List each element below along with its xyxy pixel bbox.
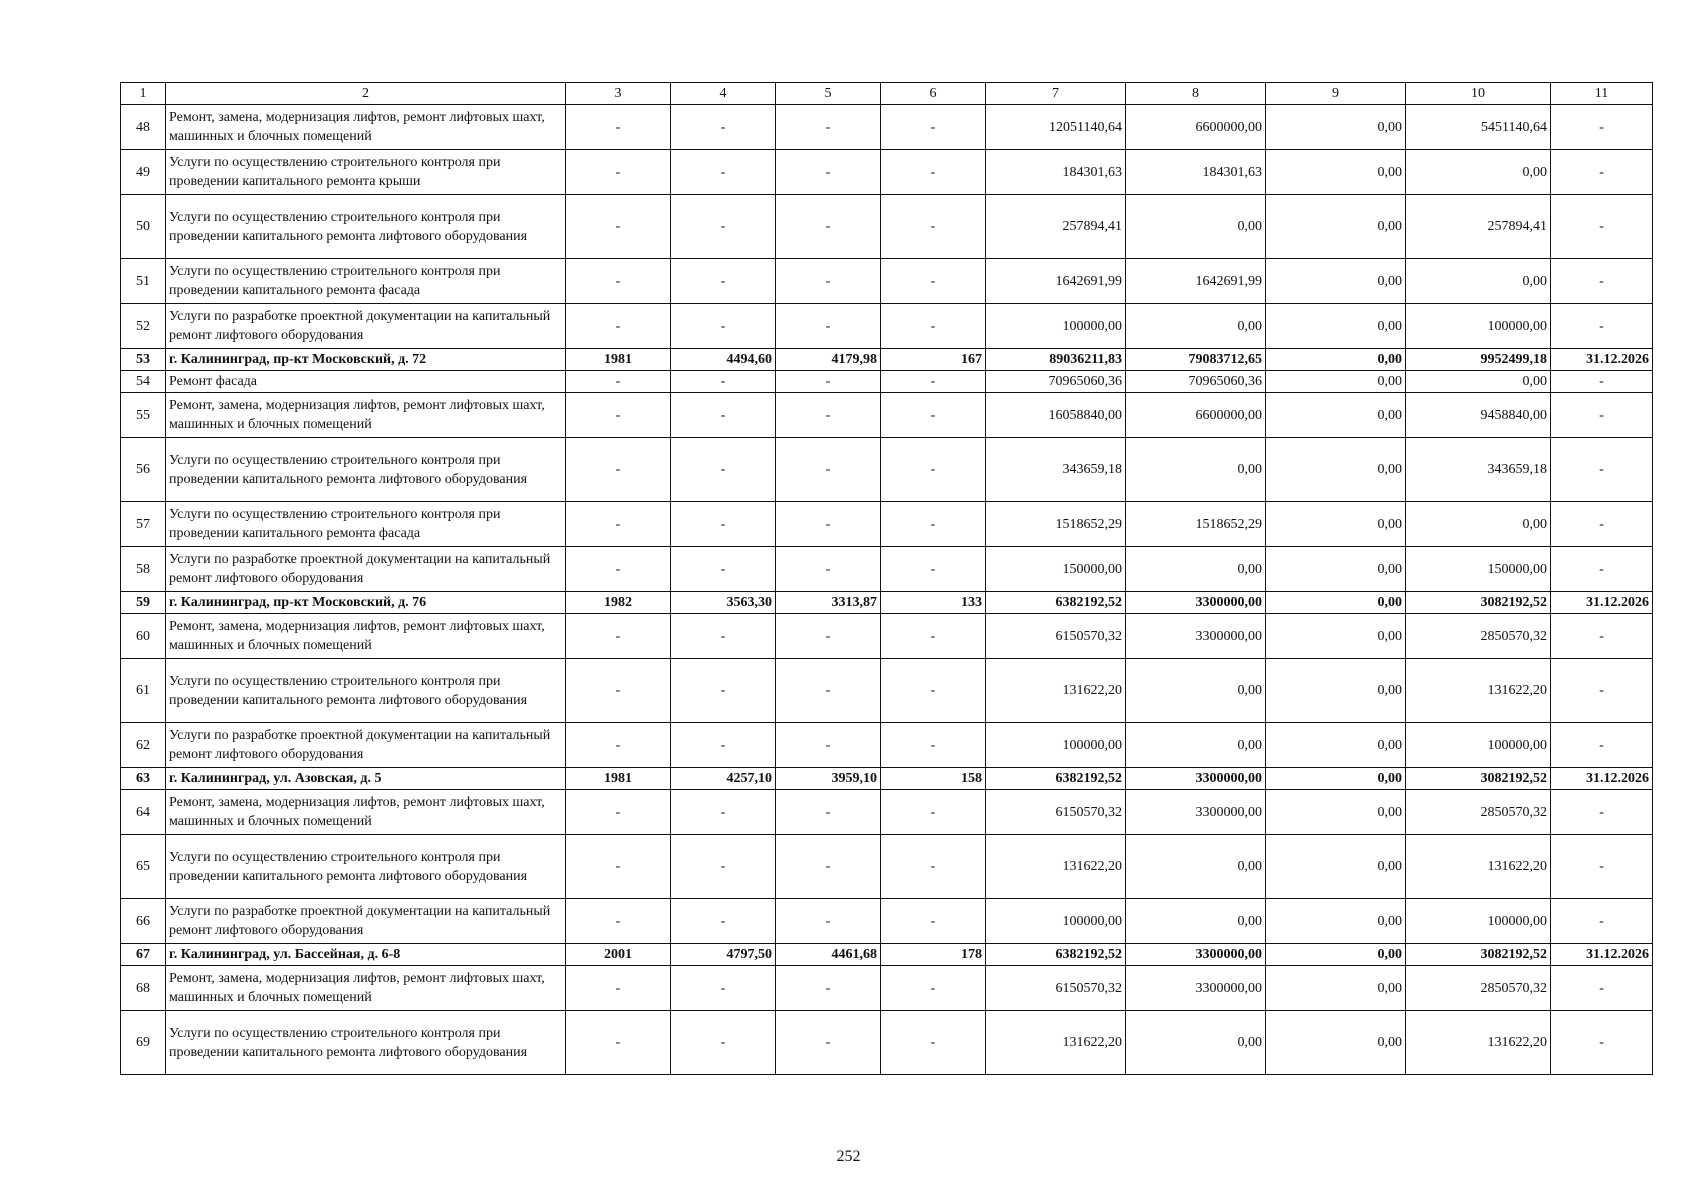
- table-row: [121, 259, 1653, 304]
- col8-cell: 0,00: [1126, 438, 1266, 502]
- col7-cell: 131622,20: [986, 1011, 1126, 1075]
- description-cell: Ремонт фасада: [166, 371, 566, 393]
- page-number: 252: [836, 1148, 861, 1165]
- col7-cell: 6150570,32: [986, 790, 1126, 835]
- col10-cell: 0,00: [1406, 150, 1551, 195]
- col6-cell: -: [881, 614, 986, 659]
- col4-cell: -: [671, 723, 776, 768]
- col5-cell: 4179,98: [776, 349, 881, 371]
- description-cell: Ремонт, замена, модернизация лифтов, ремонт лифтовых шахт, машинных и блочных помещений: [166, 614, 566, 659]
- col7-cell: 70965060,36: [986, 371, 1126, 393]
- col10-cell: 0,00: [1406, 502, 1551, 547]
- col9-cell: 0,00: [1266, 195, 1406, 259]
- col8-cell: 0,00: [1126, 304, 1266, 349]
- col6-cell: -: [881, 835, 986, 899]
- table-row: [121, 547, 1653, 592]
- col10-cell: 9458840,00: [1406, 393, 1551, 438]
- col9-cell: 0,00: [1266, 659, 1406, 723]
- row-number-cell: 58: [121, 547, 166, 592]
- col6-cell: -: [881, 1011, 986, 1075]
- description-cell: Ремонт, замена, модернизация лифтов, ремонт лифтовых шахт, машинных и блочных помещений: [166, 790, 566, 835]
- description-cell: Услуги по разработке проектной документации на капитальный ремонт лифтового оборудования: [166, 547, 566, 592]
- col6-cell: -: [881, 966, 986, 1011]
- row-number-cell: 63: [121, 768, 166, 790]
- col9-cell: 0,00: [1266, 1011, 1406, 1075]
- col10-cell: 100000,00: [1406, 899, 1551, 944]
- col5-cell: -: [776, 835, 881, 899]
- row-number-cell: 68: [121, 966, 166, 1011]
- col7-cell: 6150570,32: [986, 966, 1126, 1011]
- col4-cell: -: [671, 659, 776, 723]
- col10-cell: 131622,20: [1406, 835, 1551, 899]
- col9-cell: 0,00: [1266, 614, 1406, 659]
- col9-cell: 0,00: [1266, 393, 1406, 438]
- col3-cell: -: [566, 723, 671, 768]
- col6-cell: 133: [881, 592, 986, 614]
- column-header: 3: [566, 83, 671, 105]
- address-row: [121, 592, 1653, 614]
- col9-cell: 0,00: [1266, 768, 1406, 790]
- col10-cell: 2850570,32: [1406, 966, 1551, 1011]
- description-cell: Услуги по осуществлению строительного контроля при проведении капитального ремонта фасада: [166, 502, 566, 547]
- col10-cell: 343659,18: [1406, 438, 1551, 502]
- col6-cell: -: [881, 659, 986, 723]
- row-number-cell: 60: [121, 614, 166, 659]
- row-number-cell: 50: [121, 195, 166, 259]
- col11-cell: -: [1551, 150, 1653, 195]
- row-number-cell: 56: [121, 438, 166, 502]
- col8-cell: 3300000,00: [1126, 614, 1266, 659]
- col11-cell: -: [1551, 835, 1653, 899]
- col8-cell: 3300000,00: [1126, 944, 1266, 966]
- col8-cell: 0,00: [1126, 1011, 1266, 1075]
- table-row: [121, 659, 1653, 723]
- table-body: [121, 83, 1653, 1075]
- col3-cell: -: [566, 966, 671, 1011]
- col5-cell: -: [776, 547, 881, 592]
- col4-cell: 4797,50: [671, 944, 776, 966]
- col3-cell: -: [566, 304, 671, 349]
- col4-cell: -: [671, 614, 776, 659]
- col11-cell: 31.12.2026: [1551, 349, 1653, 371]
- col4-cell: -: [671, 150, 776, 195]
- col6-cell: 178: [881, 944, 986, 966]
- col5-cell: 3959,10: [776, 768, 881, 790]
- row-number-cell: 67: [121, 944, 166, 966]
- col11-cell: -: [1551, 259, 1653, 304]
- col4-cell: 3563,30: [671, 592, 776, 614]
- col8-cell: 70965060,36: [1126, 371, 1266, 393]
- col7-cell: 100000,00: [986, 899, 1126, 944]
- col10-cell: 0,00: [1406, 371, 1551, 393]
- row-number-cell: 65: [121, 835, 166, 899]
- col5-cell: -: [776, 195, 881, 259]
- description-cell: Услуги по осуществлению строительного контроля при проведении капитального ремонта лифтового оборудования: [166, 195, 566, 259]
- col7-cell: 343659,18: [986, 438, 1126, 502]
- col9-cell: 0,00: [1266, 592, 1406, 614]
- col4-cell: 4494,60: [671, 349, 776, 371]
- col10-cell: 3082192,52: [1406, 768, 1551, 790]
- col3-cell: 1981: [566, 349, 671, 371]
- col9-cell: 0,00: [1266, 105, 1406, 150]
- col3-cell: -: [566, 371, 671, 393]
- description-cell: Услуги по осуществлению строительного контроля при проведении капитального ремонта крыши: [166, 150, 566, 195]
- col11-cell: -: [1551, 966, 1653, 1011]
- row-number-cell: 64: [121, 790, 166, 835]
- col3-cell: -: [566, 150, 671, 195]
- col6-cell: -: [881, 723, 986, 768]
- column-header: 2: [166, 83, 566, 105]
- col7-cell: 89036211,83: [986, 349, 1126, 371]
- col9-cell: 0,00: [1266, 371, 1406, 393]
- table-row: [121, 966, 1653, 1011]
- col10-cell: 2850570,32: [1406, 614, 1551, 659]
- col5-cell: -: [776, 966, 881, 1011]
- col6-cell: -: [881, 899, 986, 944]
- description-cell: Услуги по осуществлению строительного контроля при проведении капитального ремонта лифтового оборудования: [166, 1011, 566, 1075]
- col4-cell: -: [671, 438, 776, 502]
- description-cell: Услуги по осуществлению строительного контроля при проведении капитального ремонта лифтового оборудования: [166, 659, 566, 723]
- col7-cell: 131622,20: [986, 659, 1126, 723]
- col8-cell: 6600000,00: [1126, 105, 1266, 150]
- row-number-cell: 48: [121, 105, 166, 150]
- col11-cell: -: [1551, 614, 1653, 659]
- col10-cell: 2850570,32: [1406, 790, 1551, 835]
- col4-cell: -: [671, 502, 776, 547]
- col8-cell: 0,00: [1126, 899, 1266, 944]
- col7-cell: 150000,00: [986, 547, 1126, 592]
- col6-cell: -: [881, 150, 986, 195]
- col9-cell: 0,00: [1266, 547, 1406, 592]
- table-row: [121, 1011, 1653, 1075]
- table-row: [121, 614, 1653, 659]
- col6-cell: -: [881, 502, 986, 547]
- column-header: 6: [881, 83, 986, 105]
- col7-cell: 6382192,52: [986, 768, 1126, 790]
- col9-cell: 0,00: [1266, 150, 1406, 195]
- column-header: 11: [1551, 83, 1653, 105]
- col7-cell: 6150570,32: [986, 614, 1126, 659]
- column-header: 4: [671, 83, 776, 105]
- col8-cell: 79083712,65: [1126, 349, 1266, 371]
- col5-cell: -: [776, 899, 881, 944]
- table-row: [121, 195, 1653, 259]
- col8-cell: 0,00: [1126, 659, 1266, 723]
- col4-cell: -: [671, 304, 776, 349]
- col9-cell: 0,00: [1266, 259, 1406, 304]
- col5-cell: -: [776, 105, 881, 150]
- col4-cell: -: [671, 371, 776, 393]
- col6-cell: -: [881, 105, 986, 150]
- table-row: [121, 393, 1653, 438]
- col5-cell: -: [776, 1011, 881, 1075]
- col10-cell: 131622,20: [1406, 1011, 1551, 1075]
- col4-cell: -: [671, 259, 776, 304]
- col4-cell: -: [671, 105, 776, 150]
- col7-cell: 6382192,52: [986, 944, 1126, 966]
- table-row: [121, 899, 1653, 944]
- description-cell: Услуги по разработке проектной документации на капитальный ремонт лифтового оборудования: [166, 304, 566, 349]
- col3-cell: -: [566, 899, 671, 944]
- column-header: 8: [1126, 83, 1266, 105]
- col8-cell: 3300000,00: [1126, 966, 1266, 1011]
- description-cell: Услуги по разработке проектной документации на капитальный ремонт лифтового оборудования: [166, 723, 566, 768]
- row-number-cell: 59: [121, 592, 166, 614]
- col11-cell: -: [1551, 105, 1653, 150]
- row-number-cell: 66: [121, 899, 166, 944]
- col5-cell: -: [776, 259, 881, 304]
- col8-cell: 0,00: [1126, 195, 1266, 259]
- col9-cell: 0,00: [1266, 790, 1406, 835]
- row-number-cell: 69: [121, 1011, 166, 1075]
- col3-cell: -: [566, 105, 671, 150]
- col7-cell: 184301,63: [986, 150, 1126, 195]
- col6-cell: 167: [881, 349, 986, 371]
- table-row: [121, 502, 1653, 547]
- col11-cell: 31.12.2026: [1551, 592, 1653, 614]
- col8-cell: 0,00: [1126, 723, 1266, 768]
- col9-cell: 0,00: [1266, 835, 1406, 899]
- col5-cell: -: [776, 502, 881, 547]
- address-row: [121, 768, 1653, 790]
- description-cell: Услуги по осуществлению строительного контроля при проведении капитального ремонта лифтового оборудования: [166, 835, 566, 899]
- col11-cell: 31.12.2026: [1551, 768, 1653, 790]
- col10-cell: 150000,00: [1406, 547, 1551, 592]
- col9-cell: 0,00: [1266, 502, 1406, 547]
- col11-cell: -: [1551, 371, 1653, 393]
- description-cell: г. Калининград, пр-кт Московский, д. 76: [166, 592, 566, 614]
- col11-cell: -: [1551, 723, 1653, 768]
- col6-cell: 158: [881, 768, 986, 790]
- col5-cell: -: [776, 790, 881, 835]
- register-table: [120, 82, 1653, 1075]
- col7-cell: 131622,20: [986, 835, 1126, 899]
- col8-cell: 3300000,00: [1126, 592, 1266, 614]
- col9-cell: 0,00: [1266, 438, 1406, 502]
- col5-cell: -: [776, 659, 881, 723]
- col4-cell: -: [671, 393, 776, 438]
- col8-cell: 0,00: [1126, 547, 1266, 592]
- col7-cell: 12051140,64: [986, 105, 1126, 150]
- col4-cell: -: [671, 790, 776, 835]
- description-cell: Услуги по осуществлению строительного контроля при проведении капитального ремонта лифтового оборудования: [166, 438, 566, 502]
- col3-cell: 1982: [566, 592, 671, 614]
- col8-cell: 0,00: [1126, 835, 1266, 899]
- col7-cell: 1642691,99: [986, 259, 1126, 304]
- table-row: [121, 723, 1653, 768]
- description-cell: Ремонт, замена, модернизация лифтов, ремонт лифтовых шахт, машинных и блочных помещений: [166, 393, 566, 438]
- column-header: 9: [1266, 83, 1406, 105]
- col11-cell: -: [1551, 547, 1653, 592]
- table-row: [121, 105, 1653, 150]
- col7-cell: 1518652,29: [986, 502, 1126, 547]
- description-cell: г. Калининград, ул. Бассейная, д. 6-8: [166, 944, 566, 966]
- row-number-cell: 55: [121, 393, 166, 438]
- column-header: 5: [776, 83, 881, 105]
- col11-cell: -: [1551, 195, 1653, 259]
- col6-cell: -: [881, 393, 986, 438]
- col5-cell: -: [776, 393, 881, 438]
- row-number-cell: 51: [121, 259, 166, 304]
- col7-cell: 100000,00: [986, 304, 1126, 349]
- row-number-cell: 52: [121, 304, 166, 349]
- col11-cell: -: [1551, 393, 1653, 438]
- address-row: [121, 944, 1653, 966]
- col3-cell: -: [566, 259, 671, 304]
- col11-cell: -: [1551, 438, 1653, 502]
- col6-cell: -: [881, 438, 986, 502]
- col3-cell: -: [566, 393, 671, 438]
- table-row: [121, 790, 1653, 835]
- col4-cell: -: [671, 966, 776, 1011]
- description-cell: Ремонт, замена, модернизация лифтов, ремонт лифтовых шахт, машинных и блочных помещений: [166, 966, 566, 1011]
- col9-cell: 0,00: [1266, 899, 1406, 944]
- col8-cell: 1642691,99: [1126, 259, 1266, 304]
- table-row: [121, 304, 1653, 349]
- column-header: 1: [121, 83, 166, 105]
- col6-cell: -: [881, 790, 986, 835]
- col9-cell: 0,00: [1266, 966, 1406, 1011]
- col8-cell: 6600000,00: [1126, 393, 1266, 438]
- col3-cell: -: [566, 502, 671, 547]
- row-number-cell: 62: [121, 723, 166, 768]
- col4-cell: -: [671, 547, 776, 592]
- col7-cell: 257894,41: [986, 195, 1126, 259]
- col8-cell: 3300000,00: [1126, 790, 1266, 835]
- col10-cell: 5451140,64: [1406, 105, 1551, 150]
- col4-cell: 4257,10: [671, 768, 776, 790]
- col5-cell: -: [776, 614, 881, 659]
- col11-cell: -: [1551, 899, 1653, 944]
- col5-cell: -: [776, 723, 881, 768]
- col10-cell: 100000,00: [1406, 723, 1551, 768]
- col10-cell: 131622,20: [1406, 659, 1551, 723]
- col3-cell: -: [566, 547, 671, 592]
- col10-cell: 257894,41: [1406, 195, 1551, 259]
- address-row: [121, 349, 1653, 371]
- col6-cell: -: [881, 195, 986, 259]
- col3-cell: 1981: [566, 768, 671, 790]
- col8-cell: 1518652,29: [1126, 502, 1266, 547]
- col5-cell: -: [776, 304, 881, 349]
- description-cell: Услуги по разработке проектной документации на капитальный ремонт лифтового оборудования: [166, 899, 566, 944]
- table-row: [121, 371, 1653, 393]
- description-cell: Услуги по осуществлению строительного контроля при проведении капитального ремонта фасада: [166, 259, 566, 304]
- col10-cell: 0,00: [1406, 259, 1551, 304]
- row-number-cell: 53: [121, 349, 166, 371]
- col3-cell: -: [566, 1011, 671, 1075]
- col6-cell: -: [881, 371, 986, 393]
- col10-cell: 9952499,18: [1406, 349, 1551, 371]
- row-number-cell: 54: [121, 371, 166, 393]
- col5-cell: -: [776, 150, 881, 195]
- row-number-cell: 49: [121, 150, 166, 195]
- col11-cell: -: [1551, 502, 1653, 547]
- row-number-cell: 57: [121, 502, 166, 547]
- col7-cell: 100000,00: [986, 723, 1126, 768]
- col6-cell: -: [881, 259, 986, 304]
- col5-cell: -: [776, 371, 881, 393]
- col11-cell: 31.12.2026: [1551, 944, 1653, 966]
- description-cell: г. Калининград, пр-кт Московский, д. 72: [166, 349, 566, 371]
- col3-cell: -: [566, 195, 671, 259]
- table-header-row: [121, 83, 1653, 105]
- description-cell: Ремонт, замена, модернизация лифтов, ремонт лифтовых шахт, машинных и блочных помещений: [166, 105, 566, 150]
- col10-cell: 100000,00: [1406, 304, 1551, 349]
- col8-cell: 184301,63: [1126, 150, 1266, 195]
- col6-cell: -: [881, 304, 986, 349]
- table-row: [121, 835, 1653, 899]
- col3-cell: -: [566, 614, 671, 659]
- col3-cell: -: [566, 790, 671, 835]
- col7-cell: 6382192,52: [986, 592, 1126, 614]
- col11-cell: -: [1551, 659, 1653, 723]
- col10-cell: 3082192,52: [1406, 944, 1551, 966]
- col4-cell: -: [671, 899, 776, 944]
- col9-cell: 0,00: [1266, 944, 1406, 966]
- col3-cell: -: [566, 659, 671, 723]
- description-cell: г. Калининград, ул. Азовская, д. 5: [166, 768, 566, 790]
- col6-cell: -: [881, 547, 986, 592]
- col9-cell: 0,00: [1266, 304, 1406, 349]
- row-number-cell: 61: [121, 659, 166, 723]
- table-row: [121, 438, 1653, 502]
- col4-cell: -: [671, 835, 776, 899]
- col4-cell: -: [671, 195, 776, 259]
- col8-cell: 3300000,00: [1126, 768, 1266, 790]
- col11-cell: -: [1551, 790, 1653, 835]
- col3-cell: -: [566, 438, 671, 502]
- col5-cell: -: [776, 438, 881, 502]
- col5-cell: 4461,68: [776, 944, 881, 966]
- col4-cell: -: [671, 1011, 776, 1075]
- col7-cell: 16058840,00: [986, 393, 1126, 438]
- col9-cell: 0,00: [1266, 349, 1406, 371]
- column-header: 7: [986, 83, 1126, 105]
- col10-cell: 3082192,52: [1406, 592, 1551, 614]
- col3-cell: 2001: [566, 944, 671, 966]
- col3-cell: -: [566, 835, 671, 899]
- column-header: 10: [1406, 83, 1551, 105]
- col11-cell: -: [1551, 1011, 1653, 1075]
- col9-cell: 0,00: [1266, 723, 1406, 768]
- table-row: [121, 150, 1653, 195]
- col5-cell: 3313,87: [776, 592, 881, 614]
- col11-cell: -: [1551, 304, 1653, 349]
